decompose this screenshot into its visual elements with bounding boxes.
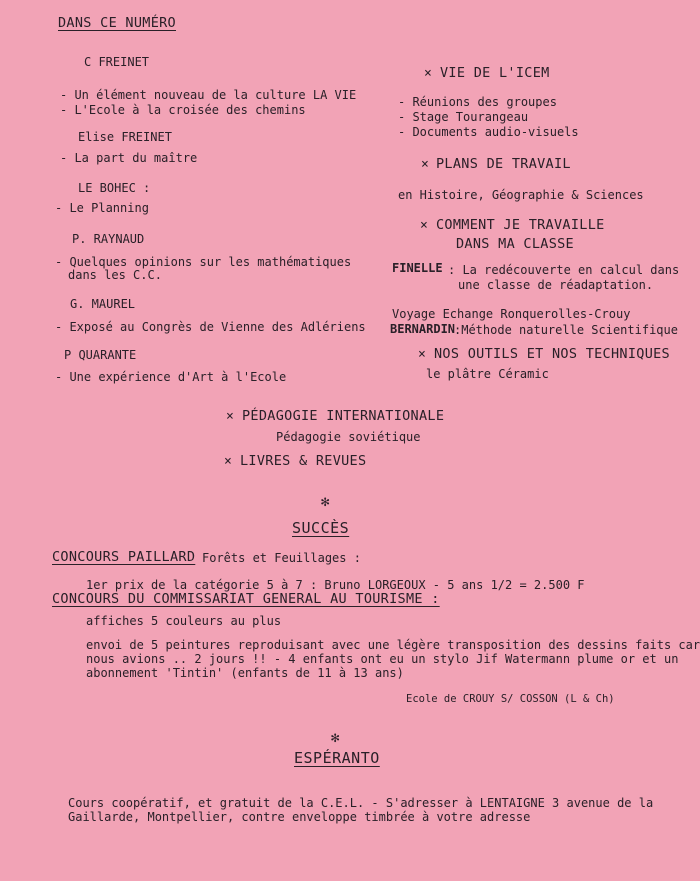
article-title: le plâtre Céramic — [426, 367, 549, 381]
article-title: :Méthode naturelle Scientifique — [454, 323, 678, 337]
article-title: - Le Planning — [55, 201, 149, 215]
article-title: en Histoire, Géographie & Sciences — [398, 188, 644, 202]
signature: Ecole de CROUY S/ COSSON (L & Ch) — [406, 693, 615, 705]
star-ornament-icon: ✻ — [331, 730, 340, 746]
article-title: - Une expérience d'Art à l'Ecole — [55, 370, 287, 384]
contest-name-tourisme: CONCOURS DU COMMISSARIAT GENERAL AU TOURISME : — [52, 591, 440, 607]
author-elise-freinet: Elise FREINET — [78, 130, 172, 144]
section-heading-vie-icem: VIE DE L'ICEM — [440, 65, 550, 81]
article-title: - Documents audio-visuels — [398, 125, 579, 139]
article-title: - Stage Tourangeau — [398, 110, 529, 124]
article-title: : La redécouverte en calcul dans — [448, 263, 680, 277]
contest-text: affiches 5 couleurs au plus — [86, 614, 282, 628]
author-freinet: C FREINET — [84, 55, 150, 69]
section-heading-comment-2: DANS MA CLASSE — [456, 236, 574, 252]
esperanto-text: Cours coopératif, et gratuit de la C.E.L. - S'adresser à LENTAIGNE 3 avenue de la — [68, 796, 654, 810]
article-title: Pédagogie soviétique — [276, 430, 421, 444]
contest-name-paillard: CONCOURS PAILLARD — [52, 549, 196, 565]
contest-text: abonnement 'Tintin' (enfants de 11 à 13 ans) — [86, 666, 404, 680]
article-title: - L'Ecole à la croisée des chemins — [60, 103, 306, 117]
author-le-bohec: LE BOHEC : — [78, 181, 151, 195]
bullet-icon: × — [226, 409, 234, 424]
section-heading-comment: COMMENT JE TRAVAILLE — [436, 217, 605, 233]
article-title: une classe de réadaptation. — [458, 278, 654, 292]
article-title: dans les C.C. — [68, 268, 162, 282]
author-bernardin: BERNARDIN — [390, 322, 456, 336]
section-heading-livres: LIVRES & REVUES — [240, 453, 367, 469]
bullet-icon: × — [421, 157, 429, 172]
article-title: - Un élément nouveau de la culture LA VIE — [60, 88, 357, 102]
bullet-icon: × — [224, 454, 232, 469]
author-finelle: FINELLE — [392, 261, 443, 275]
article-title: - Exposé au Congrès de Vienne des Adlériens — [55, 320, 366, 334]
section-heading-outils: NOS OUTILS ET NOS TECHNIQUES — [434, 346, 670, 362]
contest-text: nous avions .. 2 jours !! - 4 enfants ont eu un stylo Jif Watermann plume or et un — [86, 652, 679, 666]
section-title-esperanto: ESPÉRANTO — [294, 749, 380, 767]
contest-text: envoi de 5 peintures reproduisant avec une légère transposition des dessins faits car — [86, 638, 700, 652]
article-title: - La part du maître — [60, 151, 198, 165]
contest-theme: Forêts et Feuillages : — [202, 551, 361, 565]
author-quarante: P QUARANTE — [64, 348, 137, 362]
page-title: DANS CE NUMÉRO — [58, 15, 176, 31]
esperanto-text: Gaillarde, Montpellier, contre enveloppe timbrée à votre adresse — [68, 810, 531, 824]
section-heading-pedagogie: PÉDAGOGIE INTERNATIONALE — [242, 408, 445, 424]
star-ornament-icon: ✻ — [321, 494, 330, 510]
section-title-succes: SUCCÈS — [292, 519, 350, 537]
article-title: - Réunions des groupes — [398, 95, 557, 109]
author-raynaud: P. RAYNAUD — [72, 232, 145, 246]
author-maurel: G. MAUREL — [70, 297, 136, 311]
bullet-icon: × — [418, 347, 426, 362]
contest-prize: 1er prix de la catégorie 5 à 7 : Bruno LORGEOUX - 5 ans 1/2 = 2.500 F — [86, 578, 585, 592]
article-title: Voyage Echange Ronquerolles-Crouy — [392, 307, 631, 321]
bullet-icon: × — [420, 218, 428, 233]
bullet-icon: × — [424, 66, 432, 81]
article-title: - Quelques opinions sur les mathématiques — [55, 255, 352, 269]
section-heading-plans: PLANS DE TRAVAIL — [436, 156, 571, 172]
